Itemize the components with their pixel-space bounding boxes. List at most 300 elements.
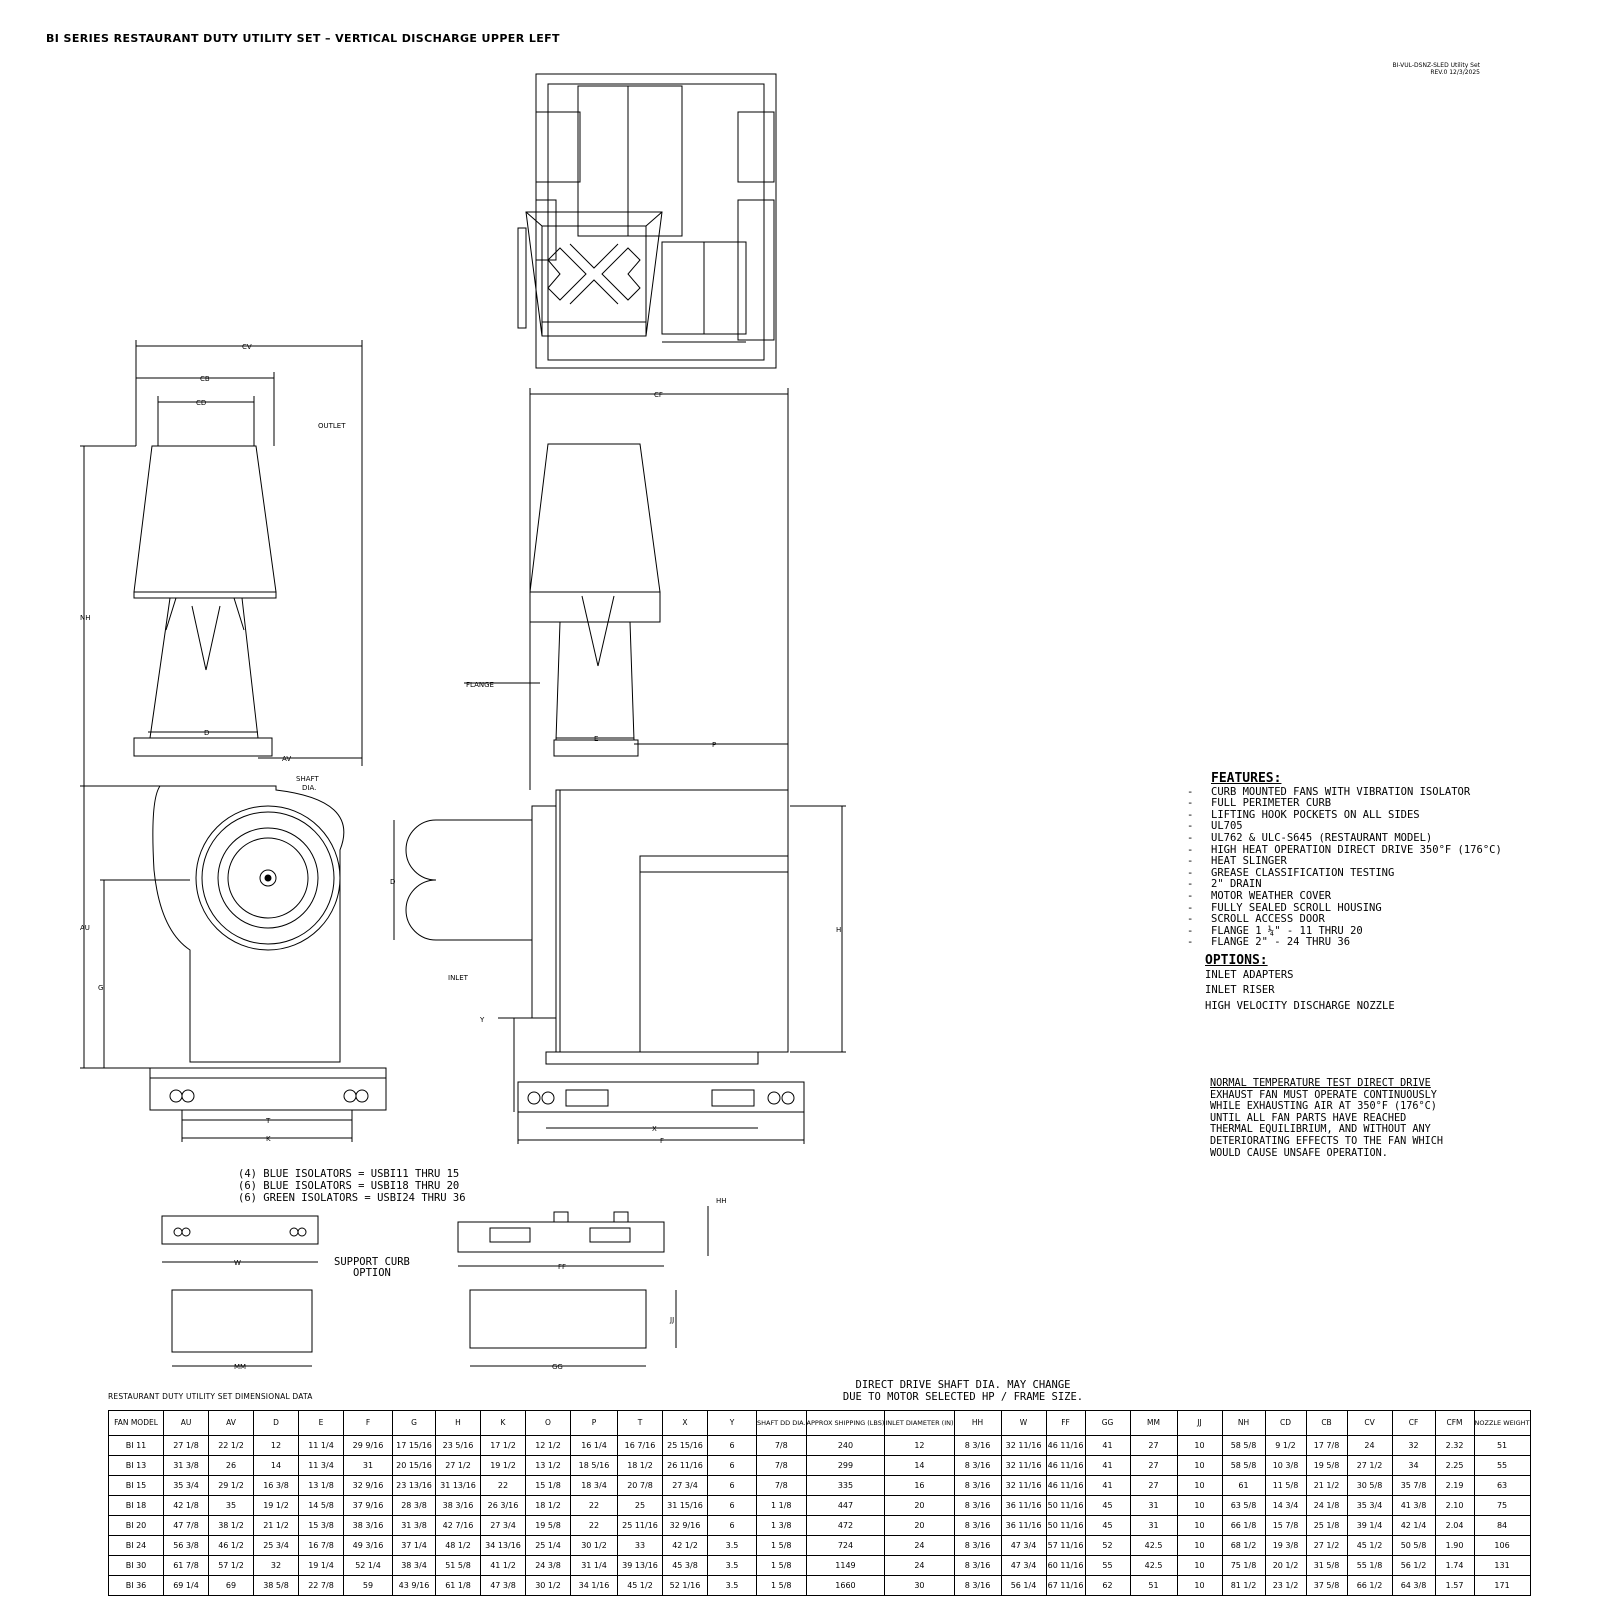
- column-header: CB: [1306, 1411, 1347, 1436]
- table-cell: 472: [806, 1516, 885, 1536]
- table-cell: 50 11/16: [1046, 1496, 1085, 1516]
- table-cell: 25 15/16: [663, 1436, 708, 1456]
- table-cell: 13 1/2: [526, 1456, 571, 1476]
- table-cell: 17 1/2: [481, 1436, 526, 1456]
- table-cell: 19 5/8: [1306, 1456, 1347, 1476]
- table-cell: 30 1/2: [526, 1576, 571, 1596]
- table-row: [109, 1536, 1531, 1556]
- table-cell: 2.10: [1435, 1496, 1474, 1516]
- table-cell: 14: [254, 1456, 299, 1476]
- label-x: X: [652, 1125, 657, 1133]
- table-cell: 35 7/8: [1392, 1476, 1435, 1496]
- table-cell: 3.5: [708, 1556, 757, 1576]
- table-cell: 10 3/8: [1265, 1456, 1306, 1476]
- shaft-note: [818, 1379, 1108, 1403]
- table-cell: 67 11/16: [1046, 1576, 1085, 1596]
- feature-item: - FULL PERIMETER CURB: [1211, 798, 1502, 810]
- table-cell: 32: [1392, 1436, 1435, 1456]
- table-cell: 447: [806, 1496, 885, 1516]
- options-heading: OPTIONS:: [1205, 952, 1268, 968]
- table-cell: 1 1/8: [757, 1496, 807, 1516]
- table-cell: 30 1/2: [571, 1536, 618, 1556]
- column-header: FF: [1046, 1411, 1085, 1436]
- table-cell: 25 1/4: [526, 1536, 571, 1556]
- column-header: CV: [1347, 1411, 1392, 1436]
- table-cell: 60 11/16: [1046, 1556, 1085, 1576]
- table-cell: 45 1/2: [618, 1576, 663, 1596]
- column-header: APPROX SHIPPING (LBS): [806, 1411, 885, 1436]
- table-cell: 32 11/16: [1001, 1476, 1046, 1496]
- label-outlet: OUTLET: [318, 422, 346, 430]
- feature-item: - 2" DRAIN: [1211, 879, 1502, 891]
- table-cell: 8 3/16: [954, 1496, 1001, 1516]
- table-cell: 14: [885, 1456, 954, 1476]
- table-cell: 31 3/8: [393, 1516, 436, 1536]
- isolator-line: (4) BLUE ISOLATORS = USBI11 THRU 15: [238, 1168, 460, 1180]
- table-cell: 66 1/8: [1222, 1516, 1265, 1536]
- table-cell: 34: [1392, 1456, 1435, 1476]
- table-cell: 1.74: [1435, 1556, 1474, 1576]
- table-header-row: [109, 1411, 1531, 1436]
- isolator-line: (6) BLUE ISOLATORS = USBI18 THRU 20: [238, 1180, 460, 1192]
- dimensional-data-table: [108, 1410, 1531, 1596]
- table-cell: 15 1/8: [526, 1476, 571, 1496]
- table-cell: 2.04: [1435, 1516, 1474, 1536]
- table-cell: 11 1/4: [299, 1436, 344, 1456]
- feature-item: - MOTOR WEATHER COVER: [1211, 891, 1502, 903]
- label-ff: FF: [558, 1263, 567, 1271]
- table-cell: 27 3/4: [663, 1476, 708, 1496]
- label-d2: D: [390, 878, 396, 886]
- table-cell: 24: [1347, 1436, 1392, 1456]
- table-cell: 57 11/16: [1046, 1536, 1085, 1556]
- table-cell: 38 1/2: [209, 1516, 254, 1536]
- table-row: [109, 1436, 1531, 1456]
- label-g: G: [98, 984, 104, 992]
- table-cell: 14 3/4: [1265, 1496, 1306, 1516]
- table-cell: 29 1/2: [209, 1476, 254, 1496]
- table-cell: 17 7/8: [1306, 1436, 1347, 1456]
- label-cv: CV: [242, 343, 252, 351]
- table-cell: 81 1/2: [1222, 1576, 1265, 1596]
- table-cell: 724: [806, 1536, 885, 1556]
- table-cell: 18 5/16: [571, 1456, 618, 1476]
- label-cf: CF: [654, 391, 663, 399]
- table-cell: 42 1/4: [1392, 1516, 1435, 1536]
- table-cell: 25 3/4: [254, 1536, 299, 1556]
- column-header: X: [663, 1411, 708, 1436]
- column-header: F: [344, 1411, 393, 1436]
- column-header: JJ: [1177, 1411, 1222, 1436]
- table-cell: 36 11/16: [1001, 1516, 1046, 1536]
- table-cell: 56 1/4: [1001, 1576, 1046, 1596]
- column-header: H: [436, 1411, 481, 1436]
- table-cell: 16 7/8: [299, 1536, 344, 1556]
- table-cell: 45 3/8: [663, 1556, 708, 1576]
- table-cell: 63 5/8: [1222, 1496, 1265, 1516]
- table-cell: 38 5/8: [254, 1576, 299, 1596]
- table-cell: 36 11/16: [1001, 1496, 1046, 1516]
- table-cell: 33: [618, 1536, 663, 1556]
- table-cell: 16: [885, 1476, 954, 1496]
- table-cell: 8 3/16: [954, 1576, 1001, 1596]
- table-cell: 31 3/8: [164, 1456, 209, 1476]
- feature-item: - GREASE CLASSIFICATION TESTING: [1211, 868, 1502, 880]
- table-cell: 31 1/4: [571, 1556, 618, 1576]
- features-list: [1211, 787, 1502, 949]
- table-cell: 2.25: [1435, 1456, 1474, 1476]
- table-cell: 299: [806, 1456, 885, 1476]
- table-cell: 11 5/8: [1265, 1476, 1306, 1496]
- label-gg: GG: [552, 1363, 563, 1371]
- feature-item: - SCROLL ACCESS DOOR: [1211, 914, 1502, 926]
- column-header: CFM: [1435, 1411, 1474, 1436]
- column-header: D: [254, 1411, 299, 1436]
- normal-note-line: WHILE EXHAUSTING AIR AT 350°F (176°C): [1210, 1101, 1437, 1113]
- table-cell: 10: [1177, 1516, 1222, 1536]
- table-cell: 84: [1474, 1516, 1530, 1536]
- feature-item: - UL762 & ULC-S645 (RESTAURANT MODEL): [1211, 833, 1502, 845]
- table-cell: BI 24: [109, 1536, 164, 1556]
- column-header: SHAFT DD DIA.: [757, 1411, 807, 1436]
- column-header: AU: [164, 1411, 209, 1436]
- label-mm: MM: [234, 1363, 247, 1371]
- table-cell: 27: [1130, 1436, 1177, 1456]
- table-cell: 7/8: [757, 1456, 807, 1476]
- table-cell: 39 13/16: [618, 1556, 663, 1576]
- table-cell: 131: [1474, 1556, 1530, 1576]
- table-row: [109, 1456, 1531, 1476]
- table-cell: 106: [1474, 1536, 1530, 1556]
- normal-note-line: WOULD CAUSE UNSAFE OPERATION.: [1210, 1147, 1388, 1159]
- support-curb-label: [334, 1257, 410, 1279]
- label-w: W: [234, 1259, 241, 1267]
- column-header: P: [571, 1411, 618, 1436]
- normal-note-line: EXHAUST FAN MUST OPERATE CONTINUOUSLY: [1210, 1089, 1437, 1101]
- feature-item: - FULLY SEALED SCROLL HOUSING: [1211, 903, 1502, 915]
- table-row: [109, 1496, 1531, 1516]
- table-cell: 41: [1085, 1456, 1130, 1476]
- table-cell: BI 18: [109, 1496, 164, 1516]
- table-cell: 22: [481, 1476, 526, 1496]
- table-cell: 19 5/8: [526, 1516, 571, 1536]
- table-cell: 7/8: [757, 1476, 807, 1496]
- table-cell: 18 1/2: [618, 1456, 663, 1476]
- table-cell: 10: [1177, 1456, 1222, 1476]
- table-cell: 58 5/8: [1222, 1436, 1265, 1456]
- table-cell: 10: [1177, 1436, 1222, 1456]
- table-cell: 32 9/16: [663, 1516, 708, 1536]
- table-cell: 23 5/16: [436, 1436, 481, 1456]
- table-cell: 57 1/2: [209, 1556, 254, 1576]
- table-cell: 19 1/4: [299, 1556, 344, 1576]
- table-cell: 38 3/16: [436, 1496, 481, 1516]
- support-curb-line-2: OPTION: [352, 1267, 391, 1279]
- table-cell: 31 15/16: [663, 1496, 708, 1516]
- table-cell: 66 1/2: [1347, 1576, 1392, 1596]
- isolator-views: [162, 1206, 708, 1366]
- column-header: NOZZLE WEIGHT: [1474, 1411, 1530, 1436]
- table-cell: 52 1/4: [344, 1556, 393, 1576]
- table-cell: 51 5/8: [436, 1556, 481, 1576]
- table-cell: 75 1/8: [1222, 1556, 1265, 1576]
- table-cell: 31 13/16: [436, 1476, 481, 1496]
- table-cell: 25 11/16: [618, 1516, 663, 1536]
- feature-item: - UL705: [1211, 821, 1502, 833]
- table-cell: 13 1/8: [299, 1476, 344, 1496]
- table-cell: 24 3/8: [526, 1556, 571, 1576]
- table-cell: 47 7/8: [164, 1516, 209, 1536]
- options-block: [1205, 952, 1502, 1012]
- feature-item: - CURB MOUNTED FANS WITH VIBRATION ISOLATOR: [1211, 787, 1502, 799]
- table-cell: 22: [571, 1496, 618, 1516]
- table-cell: 1149: [806, 1556, 885, 1576]
- side-view-left: [80, 340, 386, 1142]
- table-body: [109, 1436, 1531, 1596]
- table-cell: 10: [1177, 1476, 1222, 1496]
- table-cell: 41 1/2: [481, 1556, 526, 1576]
- table-cell: 63: [1474, 1476, 1530, 1496]
- table-cell: 50 5/8: [1392, 1536, 1435, 1556]
- table-cell: 75: [1474, 1496, 1530, 1516]
- table-cell: 17 15/16: [393, 1436, 436, 1456]
- table-cell: 1 5/8: [757, 1576, 807, 1596]
- table-cell: 55 1/8: [1347, 1556, 1392, 1576]
- table-cell: 69: [209, 1576, 254, 1596]
- table-cell: 2.32: [1435, 1436, 1474, 1456]
- table-cell: 61 7/8: [164, 1556, 209, 1576]
- label-flange: FLANGE: [466, 681, 494, 689]
- table-cell: 42 1/8: [164, 1496, 209, 1516]
- label-f: F: [660, 1137, 665, 1145]
- table-cell: 38 3/16: [344, 1516, 393, 1536]
- table-cell: 19 1/2: [254, 1496, 299, 1516]
- column-header: CD: [1265, 1411, 1306, 1436]
- table-cell: 1 3/8: [757, 1516, 807, 1536]
- table-cell: 2.19: [1435, 1476, 1474, 1496]
- table-cell: 28 3/8: [393, 1496, 436, 1516]
- label-shaft-dia: DIA.: [302, 784, 317, 792]
- table-cell: 18 1/2: [526, 1496, 571, 1516]
- table-cell: 24: [885, 1536, 954, 1556]
- column-header: HH: [954, 1411, 1001, 1436]
- table-cell: 48 1/2: [436, 1536, 481, 1556]
- table-cell: 64 3/8: [1392, 1576, 1435, 1596]
- table-cell: 8 3/16: [954, 1436, 1001, 1456]
- table-cell: 56 1/2: [1392, 1556, 1435, 1576]
- table-cell: 52 1/16: [663, 1576, 708, 1596]
- table-cell: 27 1/2: [1347, 1456, 1392, 1476]
- table-cell: 37 1/4: [393, 1536, 436, 1556]
- table-cell: 58 5/8: [1222, 1456, 1265, 1476]
- table-cell: 1 5/8: [757, 1536, 807, 1556]
- table-cell: 25 1/8: [1306, 1516, 1347, 1536]
- table-cell: 32 11/16: [1001, 1456, 1046, 1476]
- table-cell: 42.5: [1130, 1536, 1177, 1556]
- table-cell: 41: [1085, 1476, 1130, 1496]
- features-heading: FEATURES:: [1211, 771, 1282, 786]
- top-view: [518, 74, 776, 368]
- table-cell: 50 11/16: [1046, 1516, 1085, 1536]
- table-cell: 35: [209, 1496, 254, 1516]
- table-cell: 31: [1130, 1496, 1177, 1516]
- table-cell: 47 3/8: [481, 1576, 526, 1596]
- label-au: AU: [80, 924, 90, 932]
- column-header: O: [526, 1411, 571, 1436]
- column-header: NH: [1222, 1411, 1265, 1436]
- option-item: INLET ADAPTERS: [1205, 968, 1294, 981]
- table-cell: 24: [885, 1556, 954, 1576]
- table-cell: 43 9/16: [393, 1576, 436, 1596]
- table-cell: 26 11/16: [663, 1456, 708, 1476]
- side-view-right: [394, 388, 846, 1144]
- table-cell: 37 5/8: [1306, 1576, 1347, 1596]
- table-cell: BI 20: [109, 1516, 164, 1536]
- column-header: MM: [1130, 1411, 1177, 1436]
- label-jj: JJ: [670, 1316, 675, 1324]
- normal-temperature-note: [1210, 1078, 1443, 1159]
- table-cell: 41 3/8: [1392, 1496, 1435, 1516]
- table-cell: 22 7/8: [299, 1576, 344, 1596]
- table-cell: 10: [1177, 1556, 1222, 1576]
- column-header: K: [481, 1411, 526, 1436]
- table-cell: 16 1/4: [571, 1436, 618, 1456]
- column-header: T: [618, 1411, 663, 1436]
- table-cell: 23 1/2: [1265, 1576, 1306, 1596]
- table-cell: 12: [885, 1436, 954, 1456]
- label-av: AV: [282, 755, 292, 763]
- table-cell: BI 30: [109, 1556, 164, 1576]
- table-cell: 9 1/2: [1265, 1436, 1306, 1456]
- label-y: Y: [480, 1016, 485, 1024]
- table-cell: 11 3/4: [299, 1456, 344, 1476]
- table-cell: 34 1/16: [571, 1576, 618, 1596]
- table-cell: 3.5: [708, 1536, 757, 1556]
- table-cell: 20 7/8: [618, 1476, 663, 1496]
- table-cell: 68 1/2: [1222, 1536, 1265, 1556]
- table-cell: 19 3/8: [1265, 1536, 1306, 1556]
- table-cell: 18 3/4: [571, 1476, 618, 1496]
- table-cell: 26: [209, 1456, 254, 1476]
- table-cell: 35 3/4: [164, 1476, 209, 1496]
- features-options-notes: [1205, 773, 1502, 1016]
- column-header: G: [393, 1411, 436, 1436]
- table-cell: 32 11/16: [1001, 1436, 1046, 1456]
- table-cell: 335: [806, 1476, 885, 1496]
- table-cell: 27: [1130, 1476, 1177, 1496]
- label-d: D: [204, 729, 210, 737]
- label-cd: CD: [196, 399, 207, 407]
- table-cell: 41: [1085, 1436, 1130, 1456]
- table-cell: 171: [1474, 1576, 1530, 1596]
- table-cell: 10: [1177, 1536, 1222, 1556]
- table-cell: 24 1/8: [1306, 1496, 1347, 1516]
- features-block: [1187, 773, 1502, 949]
- table-cell: 21 1/2: [1306, 1476, 1347, 1496]
- label-inlet: INLET: [448, 974, 468, 982]
- table-cell: 8 3/16: [954, 1556, 1001, 1576]
- table-cell: 46 11/16: [1046, 1436, 1085, 1456]
- table-cell: 69 1/4: [164, 1576, 209, 1596]
- table-cell: 32: [254, 1556, 299, 1576]
- table-cell: 6: [708, 1436, 757, 1456]
- table-cell: 12 1/2: [526, 1436, 571, 1456]
- table-cell: 15 7/8: [1265, 1516, 1306, 1536]
- column-header: W: [1001, 1411, 1046, 1436]
- table-cell: 240: [806, 1436, 885, 1456]
- table-cell: 29 9/16: [344, 1436, 393, 1456]
- table-cell: 45: [1085, 1496, 1130, 1516]
- table-cell: 1 5/8: [757, 1556, 807, 1576]
- table-cell: 31: [344, 1456, 393, 1476]
- table-cell: 20: [885, 1516, 954, 1536]
- table-cell: 47 3/4: [1001, 1536, 1046, 1556]
- table-cell: 22 1/2: [209, 1436, 254, 1456]
- normal-note-line: DETERIORATING EFFECTS TO THE FAN WHICH: [1210, 1135, 1444, 1147]
- table-cell: 32 9/16: [344, 1476, 393, 1496]
- column-header: GG: [1085, 1411, 1130, 1436]
- table-cell: 46 1/2: [209, 1536, 254, 1556]
- label-nh: NH: [80, 614, 91, 622]
- table-cell: 6: [708, 1456, 757, 1476]
- table-cell: 55: [1474, 1456, 1530, 1476]
- table-cell: 20 15/16: [393, 1456, 436, 1476]
- column-header: Y: [708, 1411, 757, 1436]
- revision-line-2: REV.0 12/3/2025: [1430, 69, 1480, 76]
- table-cell: 27 1/8: [164, 1436, 209, 1456]
- table-cell: 20: [885, 1496, 954, 1516]
- table-cell: 37 9/16: [344, 1496, 393, 1516]
- label-k: K: [266, 1135, 271, 1143]
- support-curb-line-1: SUPPORT CURB: [334, 1256, 410, 1268]
- table-cell: 34 13/16: [481, 1536, 526, 1556]
- column-header: E: [299, 1411, 344, 1436]
- table-cell: 56 3/8: [164, 1536, 209, 1556]
- table-cell: 61: [1222, 1476, 1265, 1496]
- label-hh: HH: [716, 1197, 727, 1205]
- table-cell: 20 1/2: [1265, 1556, 1306, 1576]
- table-cell: 10: [1177, 1496, 1222, 1516]
- feature-item: - FLANGE 1 ¼" - 11 THRU 20: [1211, 926, 1502, 938]
- table-cell: 6: [708, 1496, 757, 1516]
- table-cell: 30: [885, 1576, 954, 1596]
- feature-item: - LIFTING HOOK POCKETS ON ALL SIDES: [1211, 810, 1502, 822]
- label-cb: CB: [200, 375, 210, 383]
- table-cell: 8 3/16: [954, 1516, 1001, 1536]
- table-row: [109, 1476, 1531, 1496]
- table-cell: 45 1/2: [1347, 1536, 1392, 1556]
- normal-note-line: UNTIL ALL FAN PARTS HAVE REACHED: [1210, 1112, 1407, 1124]
- table-cell: 8 3/16: [954, 1456, 1001, 1476]
- option-item: HIGH VELOCITY DISCHARGE NOZZLE: [1205, 999, 1395, 1012]
- table-cell: 23 13/16: [393, 1476, 436, 1496]
- table-row: [109, 1576, 1531, 1596]
- normal-note-heading: NORMAL TEMPERATURE TEST DIRECT DRIVE: [1210, 1078, 1431, 1089]
- option-item: INLET RISER: [1205, 984, 1275, 997]
- table-cell: 16 3/8: [254, 1476, 299, 1496]
- feature-item: - HEAT SLINGER: [1211, 856, 1502, 868]
- table-cell: 42.5: [1130, 1556, 1177, 1576]
- feature-item: - HIGH HEAT OPERATION DIRECT DRIVE 350°F (176°C): [1211, 845, 1502, 857]
- column-header: AV: [209, 1411, 254, 1436]
- isolator-note: [238, 1168, 466, 1204]
- table-cell: 27: [1130, 1456, 1177, 1476]
- table-cell: 38 3/4: [393, 1556, 436, 1576]
- table-cell: 27 1/2: [436, 1456, 481, 1476]
- table-cell: 14 5/8: [299, 1496, 344, 1516]
- table-cell: 27 1/2: [1306, 1536, 1347, 1556]
- table-cell: 27 3/4: [481, 1516, 526, 1536]
